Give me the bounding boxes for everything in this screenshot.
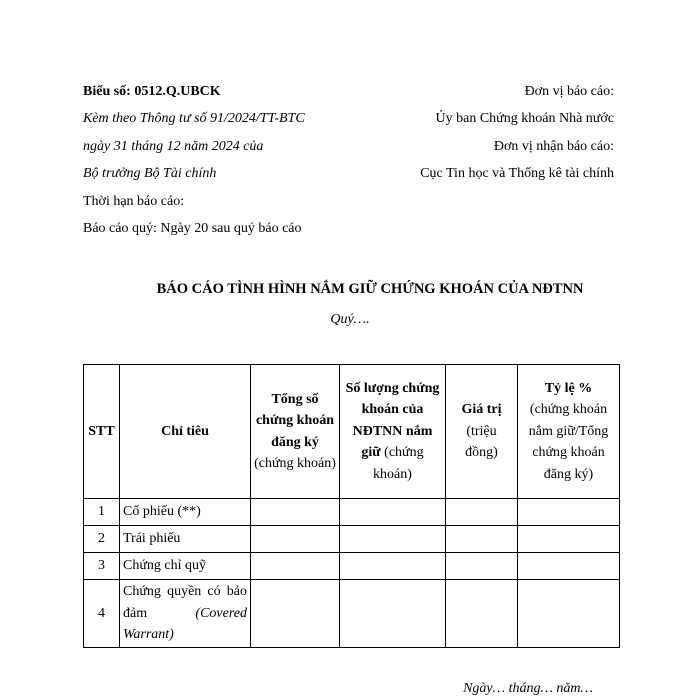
row-stt: 2: [84, 526, 120, 553]
header-foreign-held: Số lượng chứng khoán của NĐTNN nắm giữ (chứng khoán): [340, 365, 446, 499]
receiving-unit-value: Cục Tin học và Thống kê tài chính: [420, 166, 614, 181]
receiving-unit-label: Đơn vị nhận báo cáo:: [493, 139, 614, 154]
cell-value[interactable]: [446, 553, 518, 580]
row-stt: 4: [84, 580, 120, 648]
row-indicator: Chứng quyền có bảo đảm (Covered Warrant): [120, 580, 251, 648]
cell-total[interactable]: [251, 553, 340, 580]
footer-date: Ngày… tháng… năm…: [463, 681, 593, 696]
cell-ratio[interactable]: [518, 580, 620, 648]
cell-value[interactable]: [446, 526, 518, 553]
cell-ratio[interactable]: [518, 526, 620, 553]
report-title: BÁO CÁO TÌNH HÌNH NẮM GIỮ CHỨNG KHOÁN CỦA NĐTNN: [156, 281, 584, 297]
reporting-unit-value: Ủy ban Chứng khoán Nhà nước: [435, 111, 614, 126]
circular-reference-line3: Bộ trưởng Bộ Tài chính: [83, 166, 217, 181]
deadline-value: Báo cáo quý: Ngày 20 sau quý báo cáo: [83, 221, 302, 236]
row-stt: 3: [84, 553, 120, 580]
cell-value[interactable]: [446, 580, 518, 648]
header-value: Giá trị (triệu đồng): [446, 365, 518, 499]
cell-held[interactable]: [340, 499, 446, 526]
row-indicator: Trái phiếu: [120, 526, 251, 553]
cell-ratio[interactable]: [518, 499, 620, 526]
deadline-label: Thời hạn báo cáo:: [83, 194, 185, 209]
header-ratio: Tỷ lệ % (chứng khoán nắm giữ/Tổng chứng khoán đăng ký): [518, 365, 620, 499]
report-table: [83, 364, 620, 648]
cell-total[interactable]: [251, 526, 340, 553]
reporting-unit-label: Đơn vị báo cáo:: [524, 84, 614, 99]
form-number: Biểu số: 0512.Q.UBCK: [83, 84, 221, 99]
circular-reference-line1: Kèm theo Thông tư số 91/2024/TT-BTC: [83, 111, 305, 126]
row-indicator: Cổ phiếu (**): [120, 499, 251, 526]
report-quarter: Quý….: [330, 312, 370, 327]
row-stt: 1: [84, 499, 120, 526]
cell-total[interactable]: [251, 580, 340, 648]
circular-reference-line2: ngày 31 tháng 12 năm 2024 của: [83, 139, 264, 154]
table-row: [84, 580, 620, 648]
cell-held[interactable]: [340, 580, 446, 648]
cell-value[interactable]: [446, 499, 518, 526]
cell-total[interactable]: [251, 499, 340, 526]
table-header-row: [84, 365, 620, 499]
header-indicator: Chỉ tiêu: [120, 365, 251, 499]
table-row: [84, 553, 620, 580]
table-row: [84, 526, 620, 553]
header-total-registered: Tổng số chứng khoán đăng ký (chứng khoán): [251, 365, 340, 499]
table-row: [84, 499, 620, 526]
cell-held[interactable]: [340, 553, 446, 580]
header-stt: STT: [84, 365, 120, 499]
cell-held[interactable]: [340, 526, 446, 553]
cell-ratio[interactable]: [518, 553, 620, 580]
row-indicator: Chứng chỉ quỹ: [120, 553, 251, 580]
